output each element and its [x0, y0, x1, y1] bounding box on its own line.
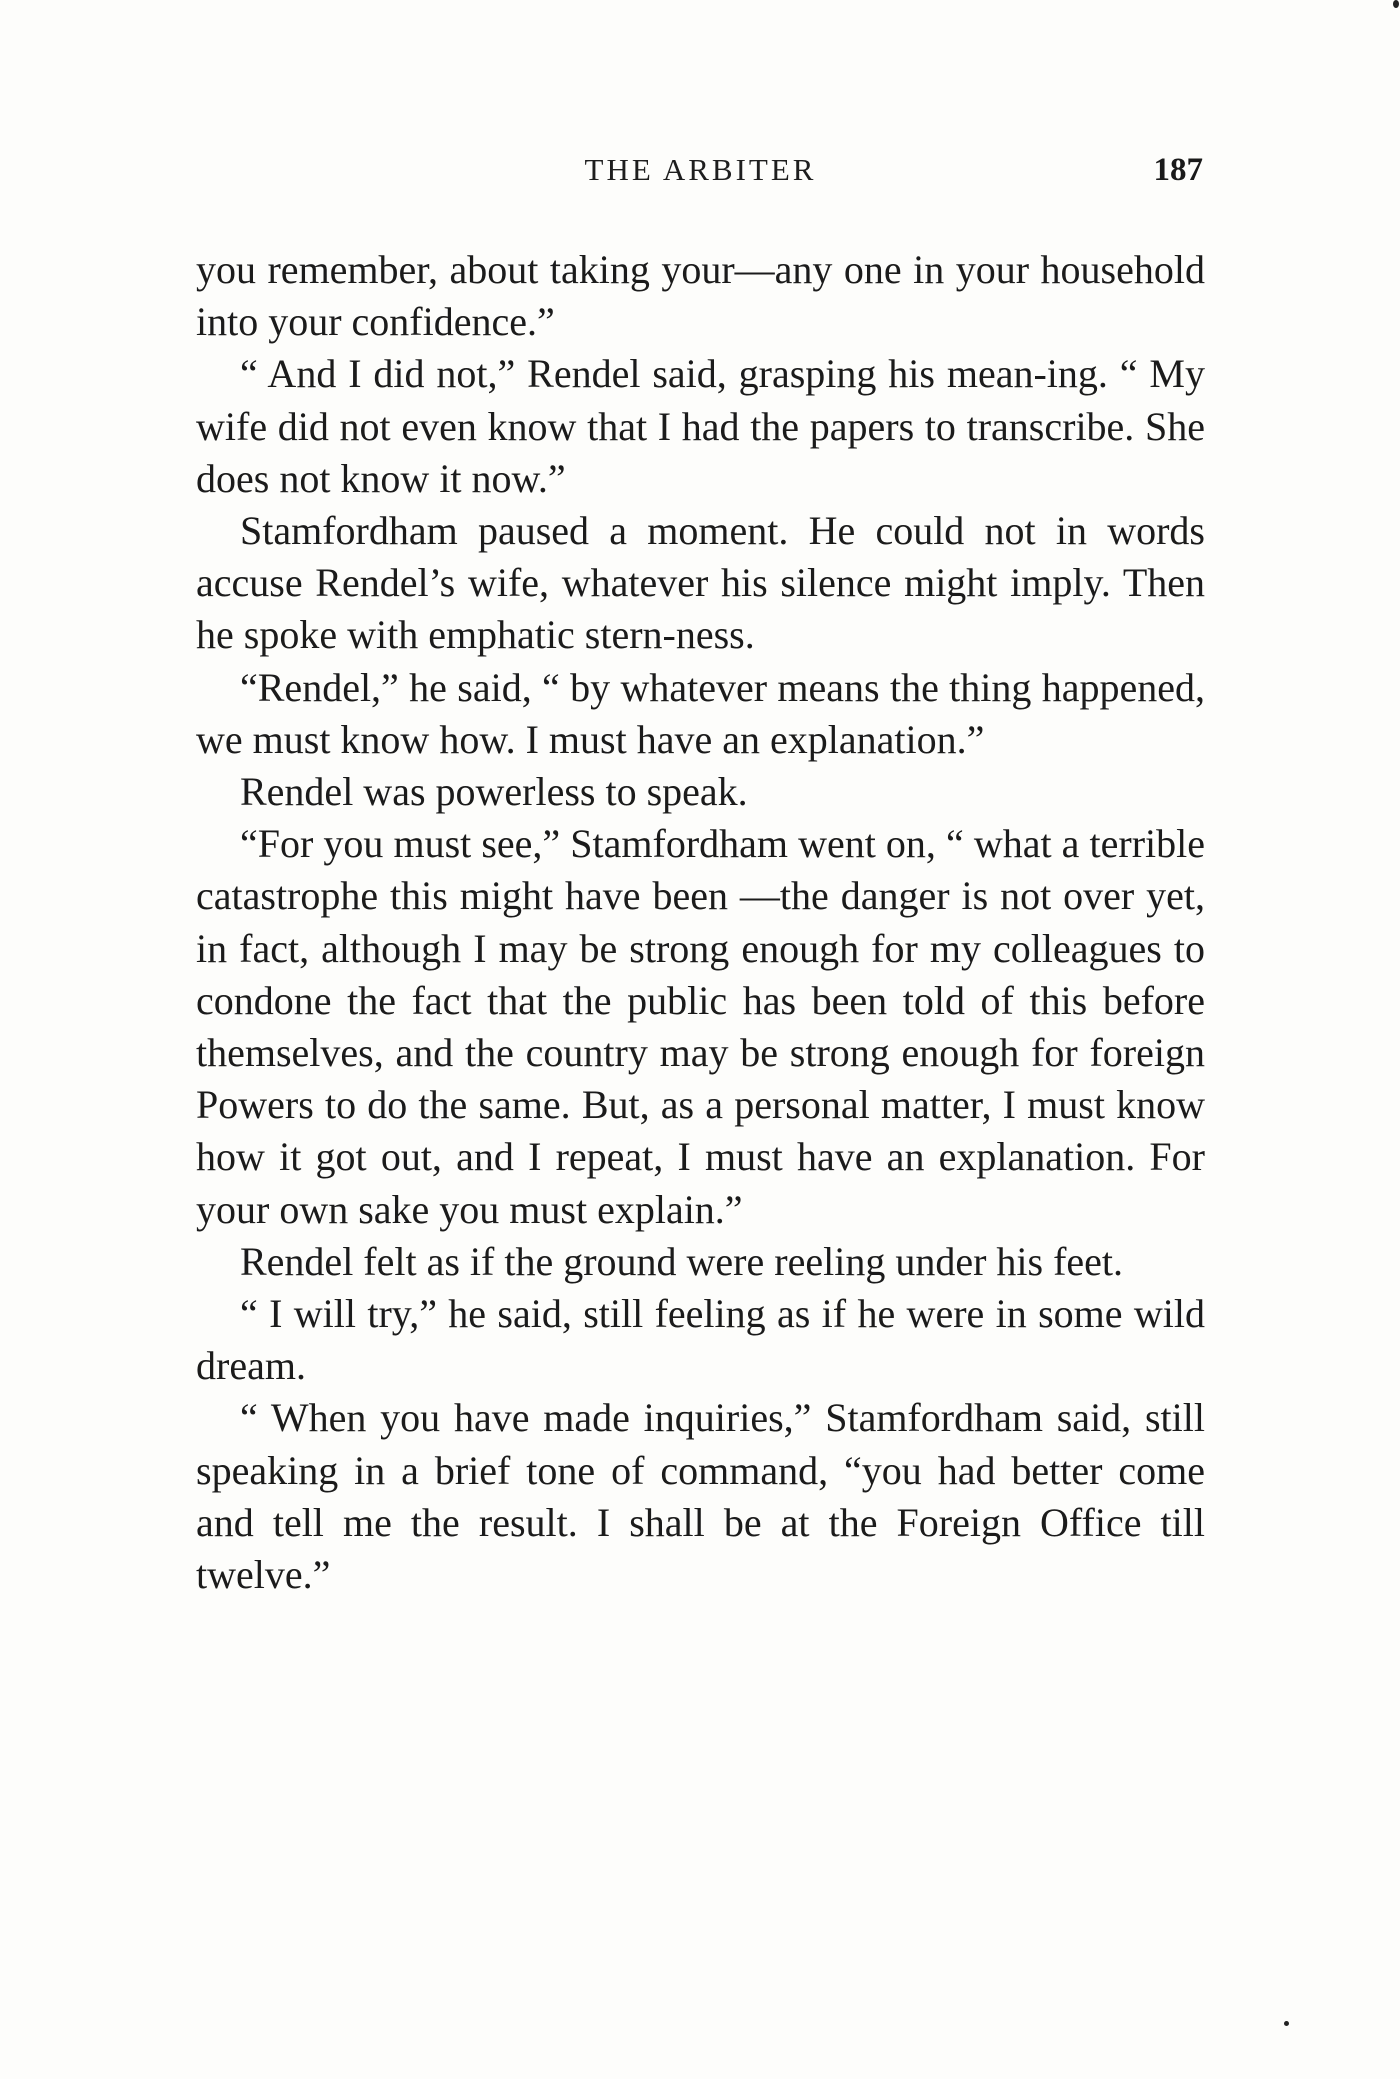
paragraph: “ I will try,” he said, still feeling as if he were in some wild dream. — [196, 1291, 1205, 1389]
running-head: THE ARBITER — [584, 152, 817, 187]
paragraph: Rendel felt as if the ground were reeling under his feet. — [240, 1238, 1124, 1284]
paragraph: “ When you have made inquiries,” Stamfordham said, still speaking in a brief tone of command, “you had better come and tell me the result. I shall be at the Foreign Office till twelve.” — [196, 1395, 1205, 1598]
scan-speck — [1393, 0, 1399, 8]
paragraph: you remember, about taking your—any one in your household into your confidence.” — [196, 247, 1205, 345]
paragraph: “For you must see,” Stamfordham went on, “ what a terrible catastrophe this might have been —the danger is not over yet, in fact, although I may be strong enough for my colleagues to condone the fact that the public has been told of this before themselves, and the country may be strong enough for foreign Powers to do the same. But, as a personal matter, I must know how it got out, and I repeat, I must have an explanation. For your own sake you must explain.” — [196, 821, 1205, 1232]
paragraph: “ And I did not,” Rendel said, grasping his mean-ing. “ My wife did not even know that I had the papers to transcribe. She does not know it now.” — [196, 351, 1205, 501]
paragraph: Stamfordham paused a moment. He could not in words accuse Rendel’s wife, whatever his silence might imply. Then he spoke with emphatic stern-ness. — [196, 508, 1205, 658]
page-number: 187 — [1153, 152, 1203, 188]
page-header — [198, 152, 1203, 202]
scan-speck — [1284, 2021, 1289, 2026]
paragraph: Rendel was powerless to speak. — [240, 769, 748, 815]
paragraph: “Rendel,” he said, “ by whatever means the thing happened, we must know how. I must have an explanation.” — [196, 664, 1205, 762]
body-text — [196, 244, 1205, 1601]
